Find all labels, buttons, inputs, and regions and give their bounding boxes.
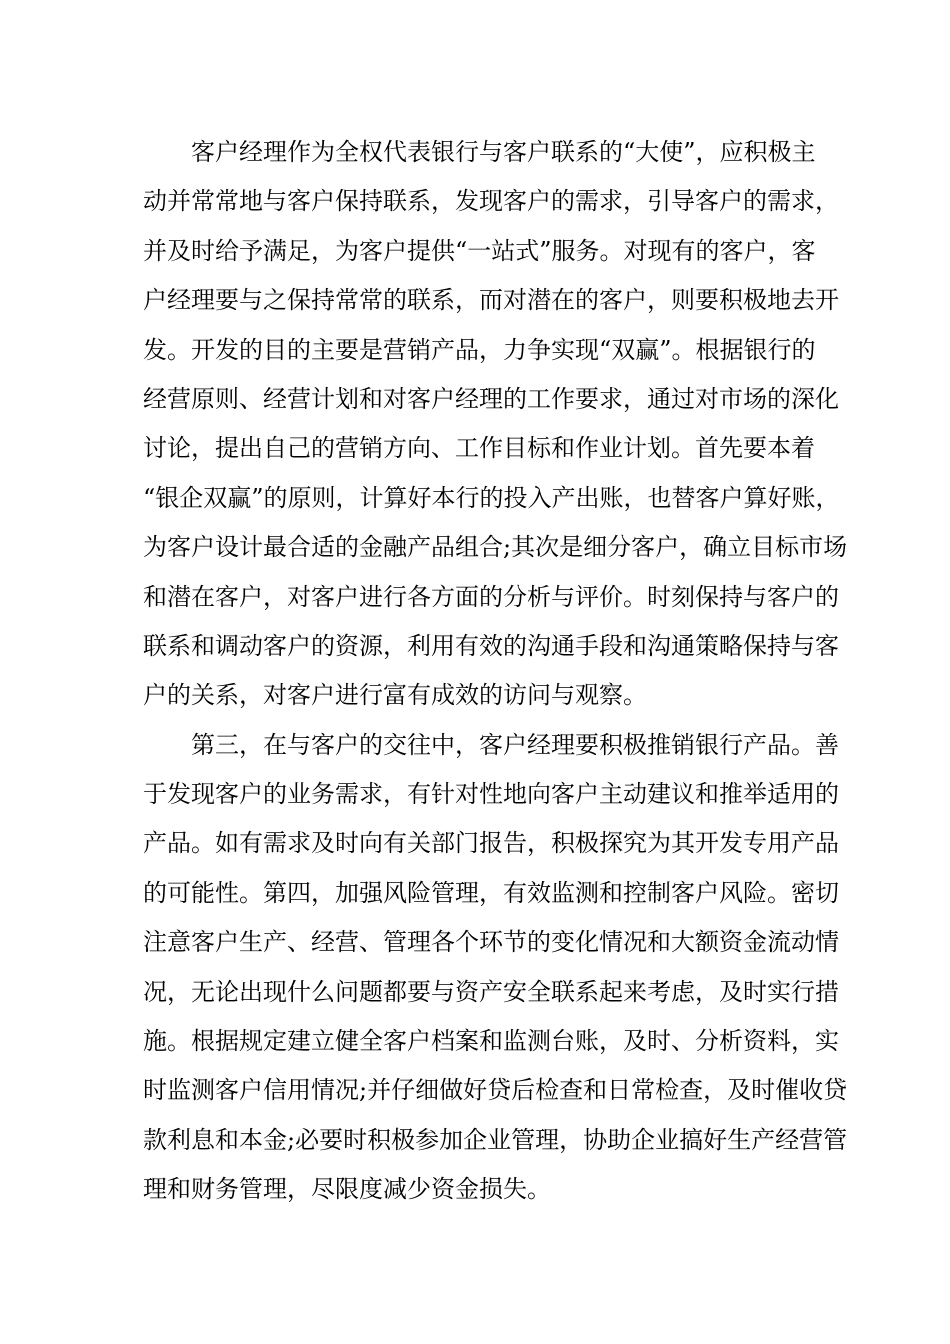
text-line: 的可能性。第四，加强风险管理，有效监测和控制客户风险。密切	[143, 878, 839, 907]
text-line: 为客户设计最合适的金融产品组合;其次是细分客户，确立目标市场	[143, 533, 848, 562]
text-line: 联系和调动客户的资源，利用有效的沟通手段和沟通策略保持与客	[143, 631, 839, 660]
text-line: 客户经理作为全权代表银行与客户联系的“大使”，应积极主	[191, 138, 816, 166]
text-line: 动并常常地与客户保持联系，发现客户的需求，引导客户的需求，	[143, 187, 839, 216]
text-line: 产品。如有需求及时向有关部门报告，积极探究为其开发专用产品	[143, 829, 839, 858]
text-line: 发。开发的目的主要是营销产品，力争实现“双赢”。根据银行的	[143, 335, 816, 364]
text-line: 经营原则、经营计划和对客户经理的工作要求，通过对市场的深化	[143, 384, 839, 413]
document-body	[143, 128, 848, 1215]
text-line: 时监测客户信用情况;并仔细做好贷后检查和日常检查，及时催收贷	[143, 1076, 848, 1105]
text-line: 注意客户生产、经营、管理各个环节的变化情况和大额资金流动情	[143, 928, 839, 957]
text-line: 第三，在与客户的交往中，客户经理要积极推销银行产品。善	[191, 730, 839, 759]
text-line: 于发现客户的业务需求，有针对性地向客户主动建议和推举适用的	[143, 780, 839, 809]
text-line: 施。根据规定建立健全客户档案和监测台账，及时、分析资料，实	[143, 1027, 839, 1056]
paragraph-1	[143, 128, 848, 721]
text-line: 理和财务管理，尽限度减少资金损失。	[143, 1175, 551, 1204]
text-line: “银企双赢”的原则，计算好本行的投入产出账，也替客户算好账，	[143, 483, 840, 512]
text-line: 户的关系，对客户进行富有成效的访问与观察。	[143, 681, 647, 710]
paragraph-2	[143, 721, 848, 1215]
text-line: 和潜在客户，对客户进行各方面的分析与评价。时刻保持与客户的	[143, 582, 839, 611]
text-line: 户经理要与之保持常常的联系，而对潜在的客户，则要积极地去开	[143, 286, 839, 315]
text-line: 款利息和本金;必要时积极参加企业管理，协助企业搞好生产经营管	[143, 1125, 848, 1154]
text-line: 并及时给予满足，为客户提供“一站式”服务。对现有的客户，客	[143, 236, 816, 265]
text-line: 况，无论出现什么问题都要与资产安全联系起来考虑，及时实行措	[143, 977, 839, 1006]
text-line: 讨论，提出自己的营销方向、工作目标和作业计划。首先要本着	[143, 434, 815, 463]
